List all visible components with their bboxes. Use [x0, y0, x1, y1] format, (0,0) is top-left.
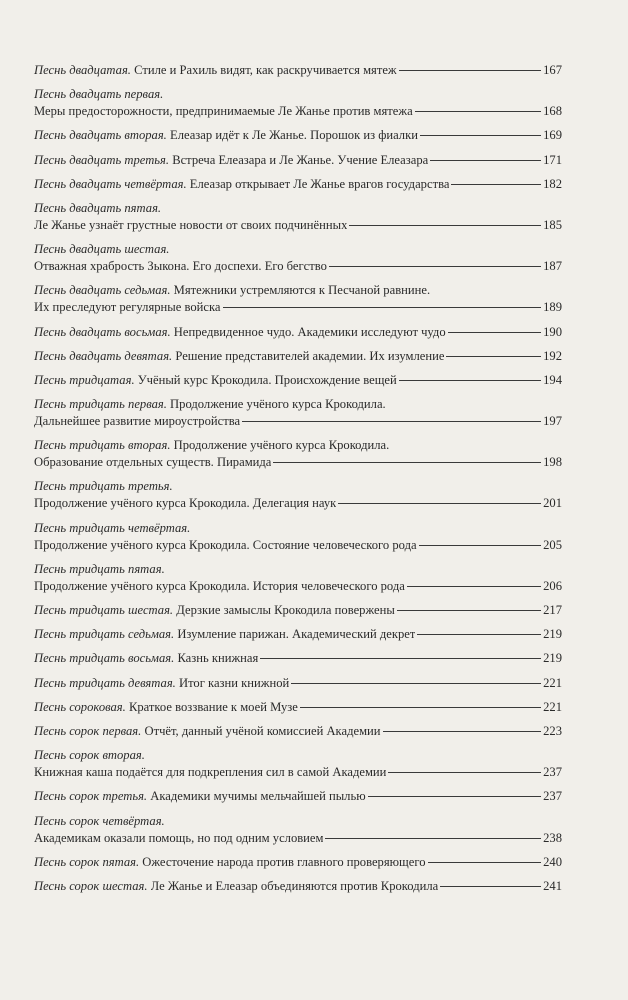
toc-chapter-title: Песнь тридцать четвёртая.: [34, 520, 191, 535]
toc-chapter-title: Песнь двадцать третья.: [34, 152, 170, 167]
toc-page-number: 237: [543, 765, 562, 780]
toc-description: Меры предосторожности, предпринимаемые Ле Жанье против мятежа: [34, 104, 413, 119]
toc-page-number: 187: [543, 259, 562, 274]
toc-entry: [34, 626, 562, 643]
dot-leader: [325, 838, 541, 839]
toc-page-number: 182: [543, 176, 562, 191]
toc-line: [34, 62, 562, 79]
toc-line: [34, 86, 562, 103]
dot-leader: [260, 658, 541, 659]
toc-entry: [34, 127, 562, 144]
toc-entry: [34, 348, 562, 365]
toc-description: Казнь книжная: [177, 651, 259, 666]
toc-description: Продолжение учёного курса Крокодила. Состояние человеческого рода: [34, 537, 417, 552]
toc-page-number: 221: [543, 699, 562, 714]
toc-entry: [34, 152, 562, 169]
toc-line: [34, 437, 562, 454]
toc-chapter-title: Песнь двадцать девятая.: [34, 348, 173, 363]
toc-chapter-title: Песнь сорок пятая.: [34, 854, 140, 869]
toc-chapter-title: Песнь двадцать шестая.: [34, 242, 170, 257]
toc-chapter-title: Песнь тридцатая.: [34, 372, 135, 387]
toc-description: Стиле и Рахиль видят, как раскручивается мятеж: [134, 63, 397, 77]
toc-line: [34, 723, 562, 740]
toc-line: [34, 747, 562, 764]
toc-line: [34, 372, 562, 389]
toc-line: [34, 258, 562, 275]
dot-leader: [399, 70, 541, 71]
toc-description: Непредвиденное чудо. Академики исследуют чудо: [173, 324, 446, 339]
dot-leader: [417, 634, 541, 635]
toc-line: [34, 561, 562, 578]
dot-leader: [273, 462, 541, 463]
toc-description: Учёный курс Крокодила. Происхождение вещей: [137, 372, 397, 387]
dot-leader: [399, 380, 541, 381]
toc-page-number: 237: [543, 789, 562, 804]
toc-page-number: 197: [543, 414, 562, 429]
toc-page-number: 171: [543, 152, 562, 167]
toc-page-number: 219: [543, 627, 562, 642]
toc-description: Продолжение учёного курса Крокодила. Делегация наук: [34, 496, 337, 511]
dot-leader: [300, 707, 541, 708]
toc-description: Елеазар открывает Ле Жанье врагов государства: [189, 176, 450, 191]
toc-entry: [34, 878, 562, 895]
dot-leader: [383, 731, 542, 732]
toc-page-number: 223: [543, 723, 562, 738]
dot-leader: [242, 421, 541, 422]
toc-entry: [34, 478, 562, 512]
toc-page-number: 169: [543, 128, 562, 143]
toc-chapter-title: Песнь тридцать первая.: [34, 397, 167, 412]
toc-chapter-title: Песнь двадцатая.: [34, 63, 131, 77]
toc-entry: [34, 854, 562, 871]
dot-leader: [329, 266, 541, 267]
toc-entry: [34, 324, 562, 341]
toc-entry: [34, 723, 562, 740]
toc-line: [34, 699, 562, 716]
toc-entry: [34, 650, 562, 667]
toc-description: Краткое воззвание к моей Музе: [128, 699, 298, 714]
toc-entry: [34, 241, 562, 275]
toc-description: Академикам оказали помощь, но под одним условием: [34, 830, 324, 845]
toc-line: [34, 788, 562, 805]
dot-leader: [428, 862, 542, 863]
toc-entry: [34, 372, 562, 389]
toc-chapter-title: Песнь тридцать шестая.: [34, 603, 174, 617]
toc-entry: [34, 282, 562, 316]
toc-chapter-title: Песнь тридцать девятая.: [34, 675, 176, 690]
dot-leader: [440, 886, 541, 887]
toc-page-number: 201: [543, 496, 562, 511]
toc-entry: [34, 176, 562, 193]
dot-leader: [451, 184, 541, 185]
toc-page-number: 219: [543, 651, 562, 666]
toc-page-number: 190: [543, 324, 562, 339]
toc-line: [34, 396, 562, 413]
toc-description-continued: Образование отдельных существ. Пирамида: [34, 455, 272, 470]
dot-leader: [291, 683, 541, 684]
toc-page-number: 206: [543, 578, 562, 593]
toc-entry: [34, 396, 562, 430]
toc-description: Итог казни книжной: [179, 675, 290, 690]
toc-chapter-title: Песнь сороковая.: [34, 699, 126, 714]
toc-description: Книжная каша подаётся для подкрепления сил в самой Академии: [34, 765, 387, 780]
dot-leader: [430, 160, 541, 161]
toc-entry: [34, 788, 562, 805]
toc-chapter-title: Песнь сорок шестая.: [34, 878, 148, 893]
toc-chapter-title: Песнь сорок первая.: [34, 723, 142, 738]
toc-entry: [34, 602, 562, 619]
toc-line: [34, 324, 562, 341]
toc-description: Изумление парижан. Академический декрет: [177, 627, 416, 642]
dot-leader: [448, 332, 541, 333]
toc-chapter-title: Песнь двадцать восьмая.: [34, 324, 171, 339]
toc-line: [34, 520, 562, 537]
dot-leader: [419, 545, 542, 546]
toc-entry: [34, 437, 562, 471]
toc-line: [34, 200, 562, 217]
toc-entry: [34, 86, 562, 120]
toc-entry: [34, 675, 562, 692]
toc-page-number: 194: [543, 372, 562, 387]
dot-leader: [446, 356, 541, 357]
toc-chapter-title: Песнь двадцать седьмая.: [34, 283, 171, 298]
toc-page-number: 238: [543, 830, 562, 845]
toc-page-number: 185: [543, 217, 562, 232]
toc-line: [34, 152, 562, 169]
toc-description: Академики мучимы мельчайшей пылью: [150, 789, 366, 804]
toc-line: [34, 878, 562, 895]
toc-line: [34, 478, 562, 495]
toc-page-number: 217: [543, 603, 562, 617]
toc-description: Дерзкие замыслы Крокодила повержены: [176, 603, 395, 617]
dot-leader: [397, 610, 541, 611]
dot-leader: [407, 586, 541, 587]
toc-line: [34, 454, 562, 471]
toc-line: [34, 854, 562, 871]
toc-line: [34, 626, 562, 643]
toc-page-number: 241: [543, 878, 562, 893]
toc-line: [34, 103, 562, 120]
toc-description: Мятежники устремляются к Песчаной равнине.: [173, 283, 431, 298]
toc-line: [34, 413, 562, 430]
toc-entry: [34, 520, 562, 554]
toc-description: Продолжение учёного курса Крокодила.: [173, 438, 390, 453]
toc-description: Встреча Елеазара и Ле Жанье. Учение Елеазара: [172, 152, 429, 167]
toc-description: Ожесточение народа против главного проверяющего: [142, 854, 426, 869]
toc-chapter-title: Песнь тридцать седьмая.: [34, 627, 175, 642]
toc-line: [34, 537, 562, 554]
table-of-contents: [34, 62, 562, 902]
toc-page-number: 205: [543, 537, 562, 552]
toc-chapter-title: Песнь двадцать пятая.: [34, 200, 162, 215]
dot-leader: [415, 111, 541, 112]
toc-chapter-title: Песнь тридцать третья.: [34, 479, 173, 494]
toc-chapter-title: Песнь двадцать четвёртая.: [34, 176, 187, 191]
toc-description: Продолжение учёного курса Крокодила.: [170, 397, 386, 412]
toc-description: Отважная храбрость Зыкона. Его доспехи. Его бегство: [34, 259, 327, 274]
toc-page-number: 192: [543, 348, 562, 363]
dot-leader: [338, 503, 541, 504]
toc-description: Ле Жанье и Елеазар объединяются против Крокодила: [150, 878, 439, 893]
toc-line: [34, 578, 562, 595]
toc-line: [34, 127, 562, 144]
dot-leader: [349, 225, 541, 226]
toc-description: Решение представителей академии. Их изумление: [175, 348, 445, 363]
toc-entry: [34, 747, 562, 781]
toc-line: [34, 764, 562, 781]
toc-description: Продолжение учёного курса Крокодила. История человеческого рода: [34, 578, 405, 593]
toc-line: [34, 830, 562, 847]
toc-entry: [34, 62, 562, 79]
toc-chapter-title: Песнь сорок третья.: [34, 789, 148, 804]
toc-line: [34, 176, 562, 193]
toc-description: Елеазар идёт к Ле Жанье. Порошок из фиалки: [170, 128, 418, 143]
dot-leader: [223, 307, 542, 308]
toc-description-continued: Их преследуют регулярные войска: [34, 300, 221, 315]
toc-line: [34, 495, 562, 512]
toc-line: [34, 282, 562, 299]
toc-page-number: 198: [543, 455, 562, 470]
toc-line: [34, 650, 562, 667]
toc-entry: [34, 200, 562, 234]
toc-line: [34, 217, 562, 234]
toc-page-number: 167: [543, 63, 562, 77]
toc-line: [34, 813, 562, 830]
toc-page-number: 168: [543, 104, 562, 119]
toc-chapter-title: Песнь двадцать вторая.: [34, 128, 167, 143]
toc-chapter-title: Песнь тридцать пятая.: [34, 561, 165, 576]
toc-line: [34, 675, 562, 692]
toc-line: [34, 241, 562, 258]
toc-description: Ле Жанье узнаёт грустные новости от своих подчинённых: [34, 217, 348, 232]
toc-chapter-title: Песнь двадцать первая.: [34, 87, 164, 102]
toc-description-continued: Дальнейшее развитие мироустройства: [34, 414, 241, 429]
toc-chapter-title: Песнь тридцать восьмая.: [34, 651, 175, 666]
toc-entry: [34, 813, 562, 847]
toc-line: [34, 348, 562, 365]
toc-page-number: 221: [543, 675, 562, 690]
toc-page-number: 189: [543, 300, 562, 315]
toc-description: Отчёт, данный учёной комиссией Академии: [144, 723, 381, 738]
toc-page-number: 240: [543, 854, 562, 869]
toc-chapter-title: Песнь сорок вторая.: [34, 748, 145, 763]
dot-leader: [388, 772, 541, 773]
toc-entry: [34, 561, 562, 595]
dot-leader: [368, 796, 542, 797]
toc-line: [34, 299, 562, 316]
toc-entry: [34, 699, 562, 716]
toc-line: [34, 602, 562, 619]
dot-leader: [420, 135, 541, 136]
toc-chapter-title: Песнь сорок четвёртая.: [34, 813, 165, 828]
toc-chapter-title: Песнь тридцать вторая.: [34, 438, 171, 453]
